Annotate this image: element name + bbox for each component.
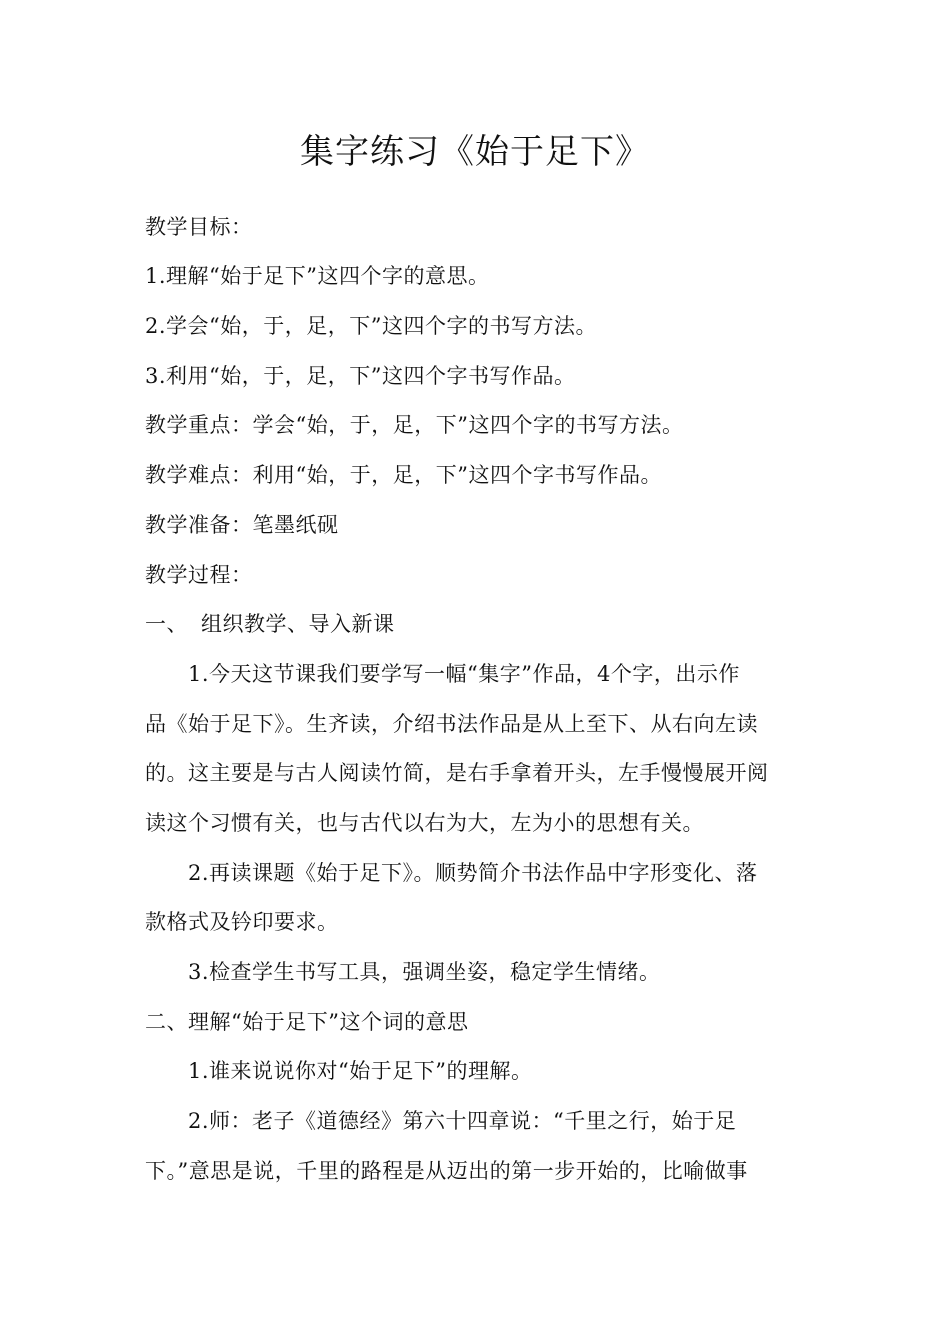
objective-2: 2.学会“始，于，足，下”这四个字的书写方法。 [145,314,598,338]
difficult-point: 教学难点：利用“始，于，足，下”这四个字书写作品。 [145,463,662,487]
process-heading: 教学过程： [145,563,253,587]
section-one-title: 组织教学、导入新课 [201,612,395,636]
objectives-heading: 教学目标： [145,215,253,239]
document-title: 集字练习《始于足下》 [300,132,650,172]
key-point: 教学重点：学会“始，于，足，下”这四个字的书写方法。 [145,413,684,437]
paragraph-line: 的。这主要是与古人阅读竹简，是右手拿着开头，左手慢慢展开阅 [145,761,769,785]
paragraph-line: 1.今天这节课我们要学写一幅“集字”作品，4个字，出示作 [188,662,740,686]
section-two-heading: 二、理解“始于足下”这个词的意思 [145,1010,469,1034]
preparation: 教学准备：笔墨纸砚 [145,513,339,537]
paragraph-line: 品《始于足下》。生齐读，介绍书法作品是从上至下、从右向左读 [145,712,758,736]
section-one-number: 一、 [145,612,188,636]
section-one-heading [145,609,395,639]
paragraph-line: 下。”意思是说，千里的路程是从迈出的第一步开始的，比喻做事 [145,1159,748,1183]
paragraph-line: 款格式及钤印要求。 [145,910,339,934]
paragraph-line: 2.师：老子《道德经》第六十四章说：“千里之行，始于足 [188,1109,737,1133]
paragraph-line: 读这个习惯有关，也与古代以右为大，左为小的思想有关。 [145,811,704,835]
objective-3: 3.利用“始，于，足，下”这四个字书写作品。 [145,364,576,388]
objective-1: 1.理解“始于足下”这四个字的意思。 [145,264,490,288]
paragraph-line: 1.谁来说说你对“始于足下”的理解。 [188,1059,533,1083]
paragraph-line: 2.再读课题《始于足下》。顺势简介书法作品中字形变化、落 [188,861,758,885]
paragraph-line: 3.检查学生书写工具，强调坐姿，稳定学生情绪。 [188,960,661,984]
